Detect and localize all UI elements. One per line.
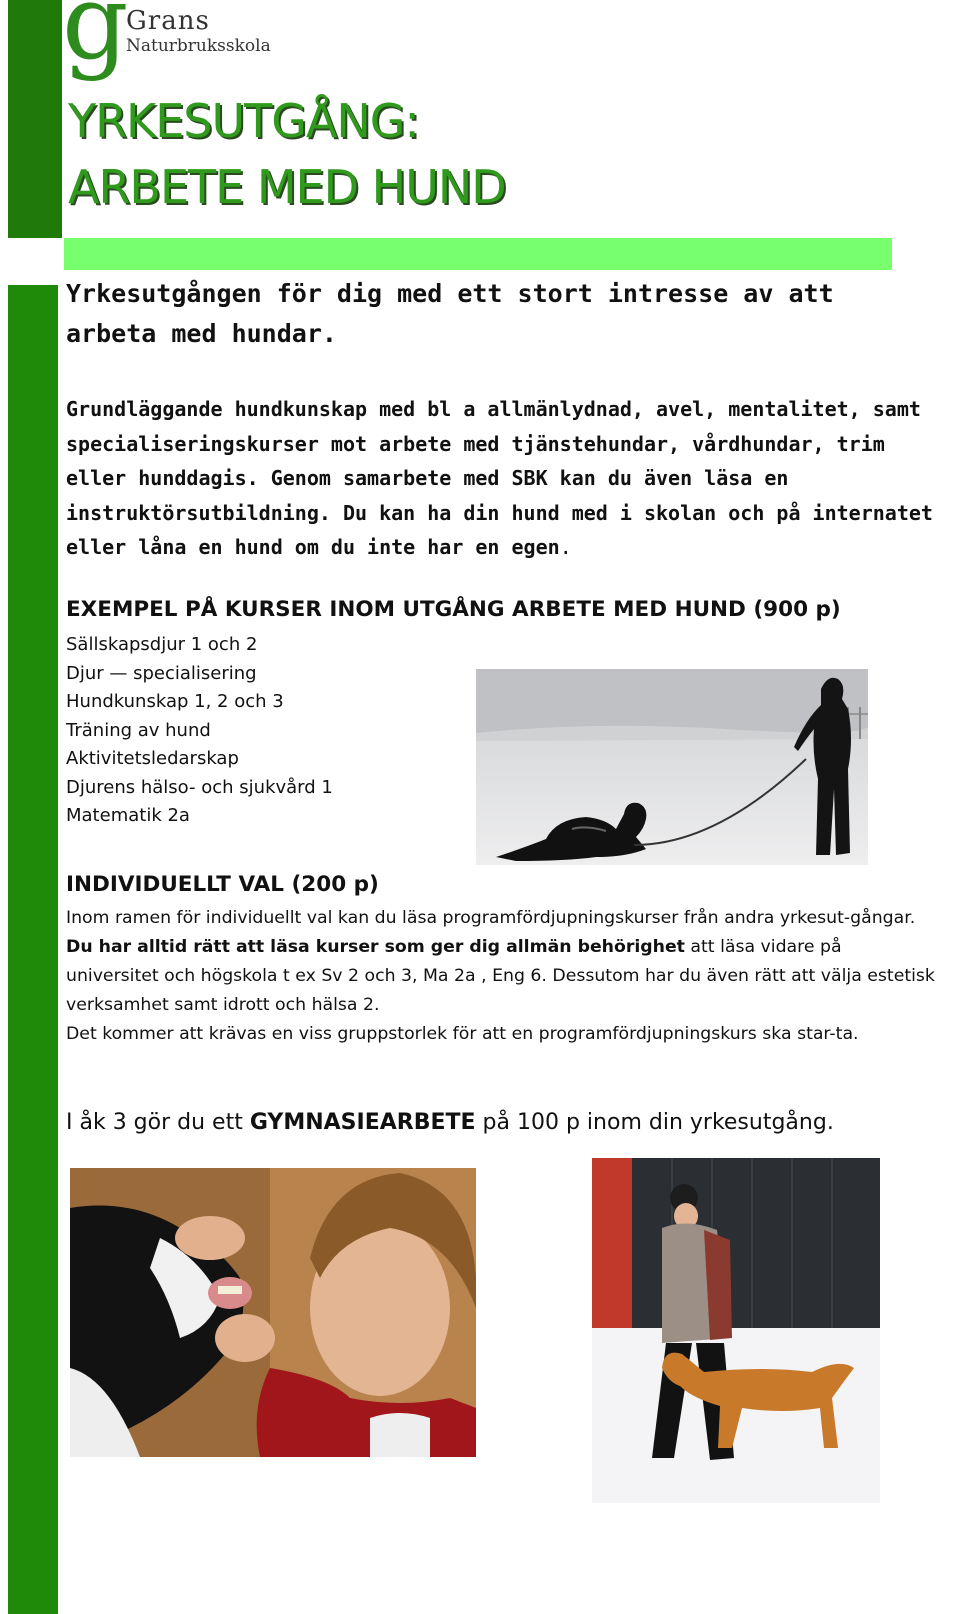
left-green-bar: [8, 285, 58, 1614]
course-list: [66, 631, 333, 831]
individual-heading: INDIVIDUELLT VAL (200 p): [66, 872, 379, 897]
course-item: Aktivitetsledarskap: [66, 748, 239, 769]
individual-text-2: Det kommer att krävas en viss gruppstorlek för att en programfördjupningskurs ska star-ta.: [66, 1024, 859, 1044]
page-title: [68, 88, 506, 220]
photo-dog-teeth: [70, 1168, 476, 1457]
course-item: Matematik 2a: [66, 805, 190, 826]
lead-paragraph: Yrkesutgången för dig med ett stort intresse av att arbeta med hundar.: [66, 279, 834, 348]
logo-subtitle: Naturbruksskola: [126, 36, 271, 56]
gymnasiearbete-bold: GYMNASIEARBETE: [249, 1110, 476, 1135]
individual-text-1: [66, 904, 936, 1020]
photo-walking-dog: [592, 1158, 880, 1503]
gymnasiearbete-after: på 100 p inom din yrkesutgång.: [475, 1110, 834, 1135]
header-light-green-band: [64, 238, 892, 270]
header-green-bar: [8, 0, 62, 238]
gymnasiearbete-line: [66, 1110, 834, 1135]
logo-name: Grans: [126, 6, 210, 36]
logo-letter: g: [62, 0, 129, 83]
individual-text-end: att läsa vidare på universitet och högskola t ex Sv 2 och 3, Ma 2a , Eng 6. Dessutom har du även rätt att välja estetisk verksamhet samt idrott och hälsa 2.: [66, 937, 935, 1015]
course-item: Sällskapsdjur 1 och 2: [66, 634, 258, 655]
courses-heading: EXEMPEL PÅ KURSER INOM UTGÅNG ARBETE MED HUND (900 p): [66, 597, 841, 622]
individual-text-start: Inom ramen för individuellt val kan du läsa programfördjupningskurser från andra yrkesut-gångar.: [66, 908, 916, 928]
page-title-line1: YRKESUTGÅNG:: [68, 94, 419, 148]
intro-period: .: [559, 535, 572, 559]
photo-dog-snow: [476, 669, 868, 865]
intro-paragraph: [66, 392, 946, 565]
page-title-line2: ARBETE MED HUND: [68, 160, 506, 214]
course-item: Hundkunskap 1, 2 och 3: [66, 691, 284, 712]
intro-text: Grundläggande hundkunskap med bl a allmänlydnad, avel, mentalitet, samt specialiseringskurser mot arbete med tjänstehundar, vårdhundar, trim eller hunddagis. Genom samarbete med SBK kan du även läsa en instruktörsutbildning. Du kan ha din hund med i skolan och på internatet eller låna en hund om du inte har en egen: [66, 397, 933, 559]
individual-text-bold: Du har alltid rätt att läsa kurser som ger dig allmän behörighet: [66, 937, 685, 957]
course-item: Djur — specialisering: [66, 662, 257, 684]
course-item: Träning av hund: [66, 719, 211, 741]
gymnasiearbete-before: I åk 3 gör du ett: [66, 1110, 250, 1135]
individual-paragraph: [66, 904, 936, 1049]
course-item: Djurens hälso- och sjukvård 1: [66, 776, 333, 798]
